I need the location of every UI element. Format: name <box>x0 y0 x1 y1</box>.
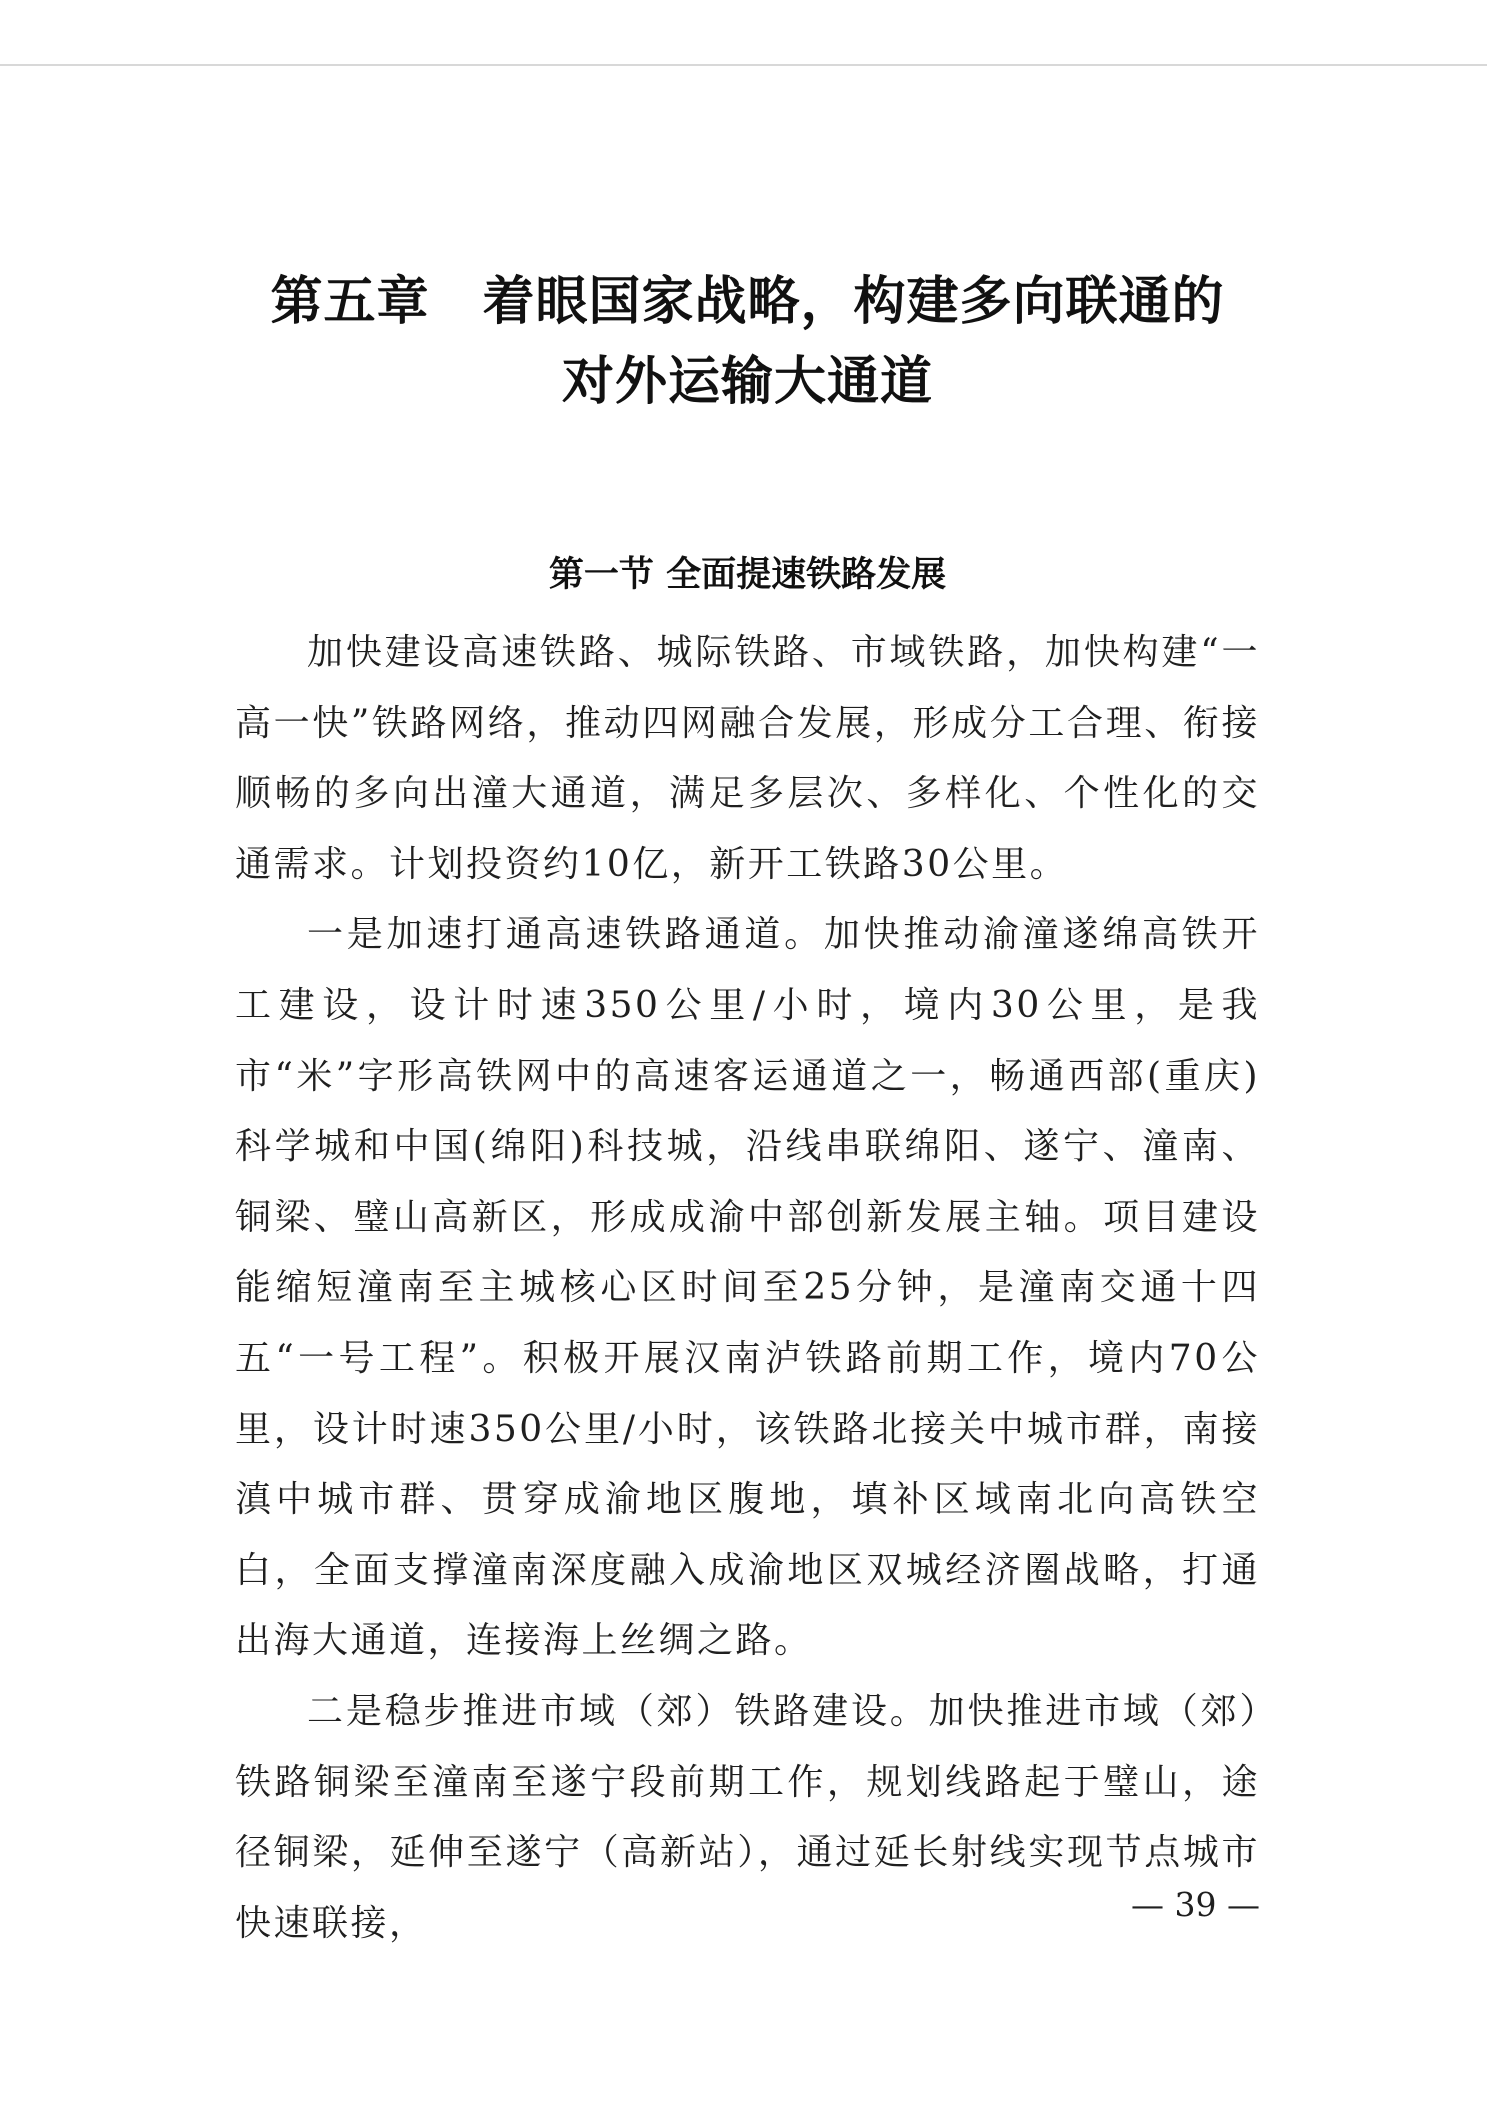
paragraph-high-speed-rail <box>235 900 1260 1677</box>
paragraph-body: 加快推动渝潼遂绵高铁开工建设，设计时速350公里/小时，境内30公里，是我市“米”字形高铁网中的高速客运通道之一，畅通西部(重庆)科学城和中国(绵阳)科技城，沿线串联绵阳、遂宁、潼南、铜梁、璧山高新区，形成成渝中部创新发展主轴。项目建设能缩短潼南至主城核心区时间至25分钟，是潼南交通十四五“一号工程”。积极开展汉南泸铁路前期工作，境内70公里，设计时速350公里/小时，该铁路北接关中城市群，南接滇中城市群、贯穿成渝地区腹地，填补区域南北向高铁空白，全面支撑潼南深度融入成渝地区双城经济圈战略，打通出海大通道，连接海上丝绸之路。 <box>235 914 1260 1662</box>
paragraph-lead: 二是稳步推进市域（郊）铁路建设。 <box>307 1690 929 1732</box>
paragraph-suburban-rail <box>235 1677 1260 1959</box>
chapter-title <box>235 262 1260 422</box>
top-rule <box>0 64 1487 66</box>
page-number: — 39 — <box>1131 1885 1260 1924</box>
chapter-title-line-1: 第五章 着眼国家战略，构建多向联通的 <box>270 272 1225 332</box>
paragraph-body: 加快推进市域（郊）铁路铜梁至潼南至遂宁段前期工作，规划线路起于璧山，途径铜梁，延伸至遂宁（高新站），通过延长射线实现节点城市快速联接， <box>235 1690 1260 1944</box>
paragraph-lead: 一是加速打通高速铁路通道。 <box>307 914 824 956</box>
section-title: 第一节 全面提速铁路发展 <box>548 555 947 595</box>
paragraph-intro: 加快建设高速铁路、城际铁路、市域铁路，加快构建“一高一快”铁路网络，推动四网融合发展，形成分工合理、衔接顺畅的多向出潼大通道，满足多层次、多样化、个性化的交通需求。计划投资约10亿，新开工铁路30公里。 <box>235 632 1260 885</box>
document-page <box>235 262 1260 1959</box>
chapter-title-line-2: 对外运输大通道 <box>561 352 933 412</box>
